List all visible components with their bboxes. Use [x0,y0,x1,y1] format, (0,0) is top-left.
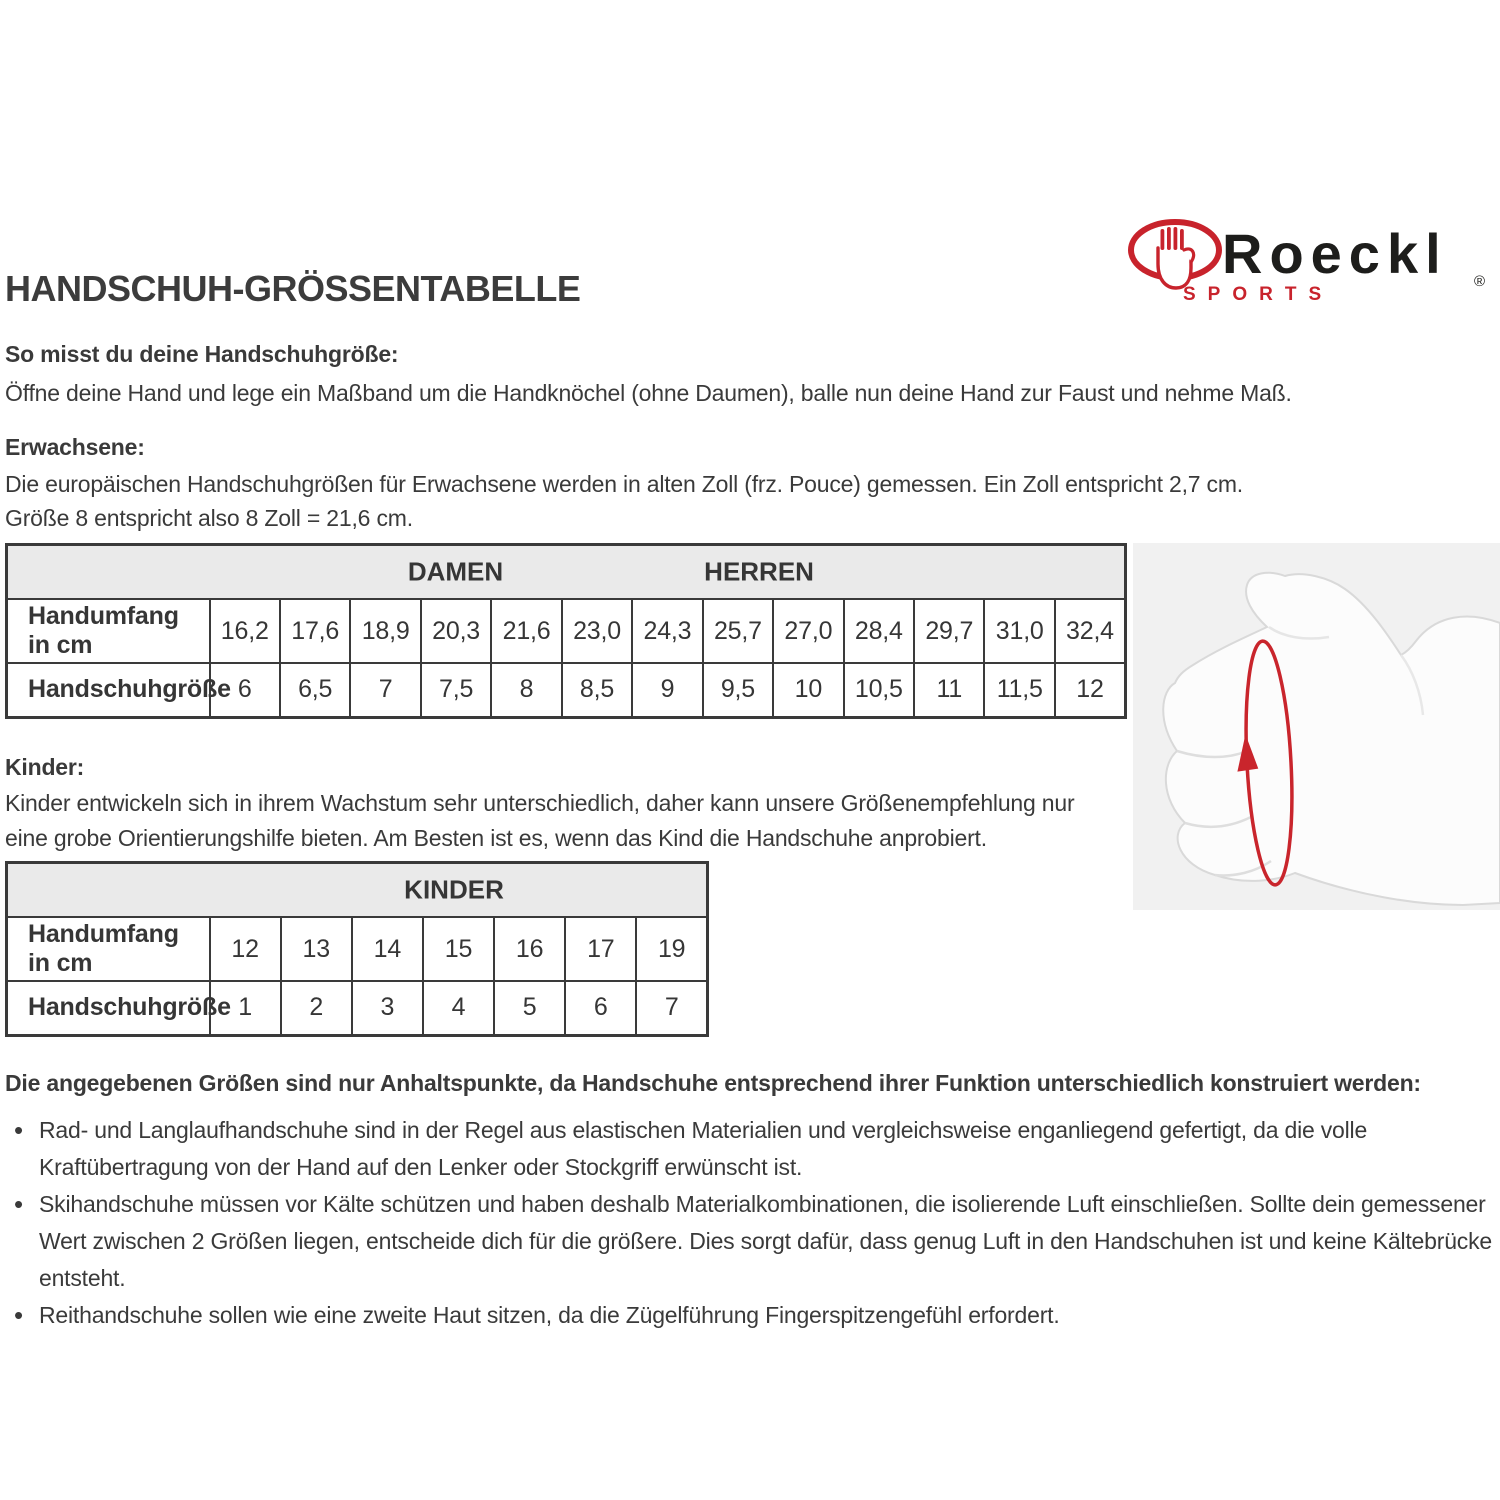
table-cell: 4 [423,981,494,1035]
row-label-line1: Handumfang [28,920,179,948]
adults-heading: Erwachsene: [5,434,145,460]
table-cell: 6 [565,981,636,1035]
table-cell: 10 [773,663,843,717]
list-item: • Rad- und Langlaufhandschuhe sind in der Regel aus elastischen Materialien und vergleichsweise enganliegend gefertigt, da die volle Kraftübertragung von der Hand auf den Lenker oder Stockgriff erwünscht ist. [5,1112,1500,1186]
table-cell: 8,5 [562,663,632,717]
table-cell: 7 [636,981,707,1035]
kids-heading: Kinder: [5,754,85,780]
notes-list [5,1112,1500,1334]
adult-size-row-label: Handschuhgröße [7,663,210,717]
list-item: • Reithandschuhe sollen wie eine zweite Haut sitzen, da die Zügelführung Fingerspitzengefühl erfordert. [5,1297,1500,1334]
measure-instruction-heading: So misst du deine Handschuhgröße: [5,341,399,367]
table-cell: 31,0 [984,599,1054,663]
table-cell: 16,2 [210,599,280,663]
table-cell: 16 [494,917,565,981]
table-cell: 5 [494,981,565,1035]
kids-size-table [5,861,709,1037]
table-cell: 19 [636,917,707,981]
table-cell: 11 [914,663,984,717]
table-cell: 29,7 [914,599,984,663]
logo-subbrand-text: SPORTS [1183,284,1334,305]
adults-text-line2: Größe 8 entspricht also 8 Zoll = 21,6 cm. [5,505,413,531]
row-label-line1: Handumfang [28,602,179,630]
row-label-line2: in cm [28,949,93,977]
table-cell: 15 [423,917,494,981]
adult-circumference-row-label [7,599,210,663]
table-cell: 9,5 [703,663,773,717]
table-cell: 6,5 [280,663,350,717]
measure-instruction-text: Öffne deine Hand und lege ein Maßband um die Handknöchel (ohne Daumen), balle nun deine Hand zur Faust und nehme Maß. [5,380,1292,406]
notes-heading: Die angegebenen Größen sind nur Anhaltspunkte, da Handschuhe entsprechend ihrer Funktion unterschiedlich konstruiert werden: [5,1070,1421,1096]
table-cell: 10,5 [844,663,914,717]
roeckl-sports-logo [1122,218,1500,313]
table-cell: 11,5 [984,663,1054,717]
adult-size-table [5,543,1127,719]
kids-circumference-row-label [7,917,210,981]
damen-group-label: DAMEN [407,556,504,587]
table-cell: 13 [281,917,352,981]
table-cell: 2 [281,981,352,1035]
kids-table-group-header [7,863,708,918]
logo-brand-text: Roeckl [1222,222,1448,285]
table-cell: 8 [491,663,561,717]
table-cell: 28,4 [844,599,914,663]
table-cell: 7,5 [421,663,491,717]
table-cell: 23,0 [562,599,632,663]
table-cell: 3 [352,981,423,1035]
table-cell: 18,9 [350,599,420,663]
page-title: HANDSCHUH-GRÖSSENTABELLE [5,268,581,309]
kids-size-row-label: Handschuhgröße [7,981,210,1035]
hand-measure-figure [1133,543,1500,910]
table-cell: 6 [210,663,280,717]
list-item: • Skihandschuhe müssen vor Kälte schützen und haben deshalb Materialkombinationen, die isolierende Luft einschließen. Sollte dein gemessener Wert zwischen 2 Größen liegen, entscheide dich für die größere. Dies sorgt dafür, dass genug Luft in den Handschuhen ist und keine Kältebrücke entsteht. [5,1186,1500,1297]
table-cell: 32,4 [1055,599,1126,663]
kids-text: Kinder entwickeln sich in ihrem Wachstum sehr unterschiedlich, daher kann unsere Größenempfehlung nur eine grobe Orientierungshilfe bieten. Am Besten ist es, wenn das Kind die Handschuhe anprobiert. [5,790,1075,851]
table-cell: 7 [350,663,420,717]
table-cell: 25,7 [703,599,773,663]
table-cell: 20,3 [421,599,491,663]
table-cell: 21,6 [491,599,561,663]
table-cell: 17,6 [280,599,350,663]
logo-registered-mark: ® [1474,273,1485,290]
roeckl-hand-logo-icon [1122,218,1500,313]
adult-table-group-header [7,545,1126,600]
table-cell: 9 [632,663,702,717]
table-cell: 27,0 [773,599,843,663]
herren-group-label: HERREN [704,556,814,587]
table-cell: 12 [1055,663,1126,717]
table-cell: 1 [210,981,281,1035]
kinder-group-label: KINDER [404,874,504,905]
adults-text-line1: Die europäischen Handschuhgrößen für Erwachsene werden in alten Zoll (frz. Pouce) gemessen. Ein Zoll entspricht 2,7 cm. [5,471,1243,497]
table-cell: 17 [565,917,636,981]
table-cell: 24,3 [632,599,702,663]
row-label-line2: in cm [28,631,93,659]
table-cell: 12 [210,917,281,981]
hand-measure-image [1133,543,1500,910]
table-cell: 14 [352,917,423,981]
